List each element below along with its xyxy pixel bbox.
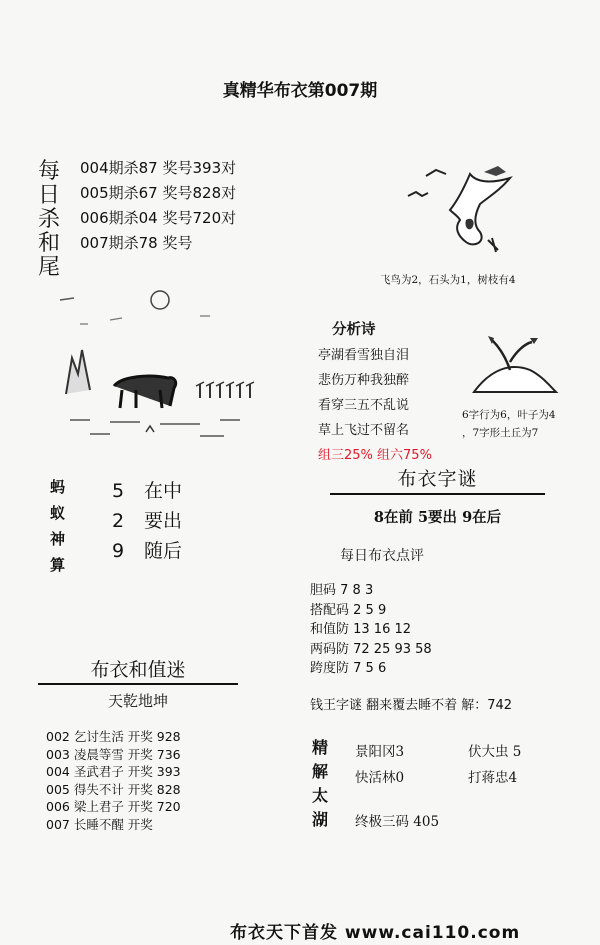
history-row: 005 得失不计 开奖 828 — [46, 781, 181, 797]
jingjie-item: 快活林0 — [355, 770, 405, 786]
daily-kill-row: 006期杀04 奖号720对 — [80, 209, 237, 227]
poem-line: 悲伤万种我独醉 — [318, 373, 410, 388]
ant-calc-text: 在中 — [144, 480, 183, 502]
hezhi-history-list — [46, 728, 181, 833]
ant-calc-text: 随后 — [144, 540, 183, 562]
daily-kill-row: 005期杀67 奖号828对 — [80, 184, 237, 202]
history-row: 004 圣武君子 开奖 393 — [46, 764, 181, 779]
ant-calc-number: 5 — [112, 480, 125, 502]
bird-rock-branch-illustration — [380, 160, 550, 270]
riddle-title: 布衣字谜 — [330, 464, 545, 495]
hezhi-title: 布衣和值迷 — [38, 655, 238, 685]
ant-calc-number: 9 — [112, 540, 125, 562]
illustration-caption: 飞鸟为2，石头为1，树枝有4 — [380, 274, 516, 286]
qianwang-riddle: 钱王字谜 翻来覆去睡不着 解：742 — [310, 698, 513, 713]
jingjie-item: 伏大虫 5 — [468, 744, 522, 760]
poem-title: 分析诗 — [332, 322, 376, 338]
ant-calc-row — [112, 506, 182, 536]
illustration-caption-2 — [462, 406, 556, 442]
daily-comment-line: 胆码 7 8 3 — [310, 583, 374, 598]
daily-kill-row: 007期杀78 奖号 — [80, 234, 193, 252]
poem-line: 草上飞过不留名 — [318, 423, 410, 438]
daily-comment-title: 每日布衣点评 — [340, 548, 424, 564]
daily-comment-line: 跨度防 7 5 6 — [310, 661, 387, 676]
jingjie-item: 景阳冈3 — [355, 744, 405, 760]
daily-kill-row: 004期杀87 奖号393对 — [80, 159, 237, 177]
poem-highlight: 组三25% 组六75% — [318, 448, 432, 463]
jingjie-item: 打蒋忠4 — [468, 770, 518, 786]
jingjie-final: 终极三码 405 — [355, 814, 440, 830]
ant-calc-row — [112, 476, 182, 506]
ant-calc-label: 蚂蚁神算 — [50, 478, 66, 574]
riddle-subtitle: 8在前 5要出 9在后 — [373, 509, 502, 526]
poem-line: 看穿三五不乱说 — [318, 398, 410, 413]
history-row: 007 长睡不醒 开奖 — [46, 816, 153, 832]
caption-line: ，7字形土丘为7 — [462, 427, 539, 439]
history-row: 002 乞讨生活 开奖 928 — [46, 729, 181, 744]
daily-comment-line: 和值防 13 16 12 — [310, 622, 412, 637]
hezhi-subtitle: 天乾地坤 — [107, 692, 168, 710]
ant-calc-text: 要出 — [144, 510, 183, 532]
jingjie-label: 精解太湖 — [312, 738, 329, 829]
page-title: 真精华布衣第007期 — [222, 81, 378, 101]
poem-line: 亭湖看雪独自泪 — [318, 348, 410, 363]
ant-calc-row — [112, 536, 182, 566]
ant-calc-list — [112, 476, 182, 566]
history-row: 003 凌晨等雪 开奖 736 — [46, 746, 181, 762]
daily-comment-line: 两码防 72 25 93 58 — [310, 641, 432, 657]
daily-kill-list — [80, 156, 236, 256]
hill-tree-illustration — [470, 330, 560, 400]
poem-section — [318, 318, 432, 468]
daily-comment-list — [310, 581, 432, 679]
buffalo-landscape-illustration — [50, 290, 270, 450]
history-row: 006 梁上君子 开奖 720 — [46, 799, 181, 814]
daily-kill-label: 每日杀和尾 — [38, 159, 61, 280]
ant-calc-number: 2 — [112, 510, 125, 532]
caption-line: 6字行为6，叶子为4 — [462, 409, 556, 421]
footer-text: 布衣天下首发 www.cai110.com — [230, 923, 521, 943]
daily-comment-line: 搭配码 2 5 9 — [310, 602, 387, 618]
